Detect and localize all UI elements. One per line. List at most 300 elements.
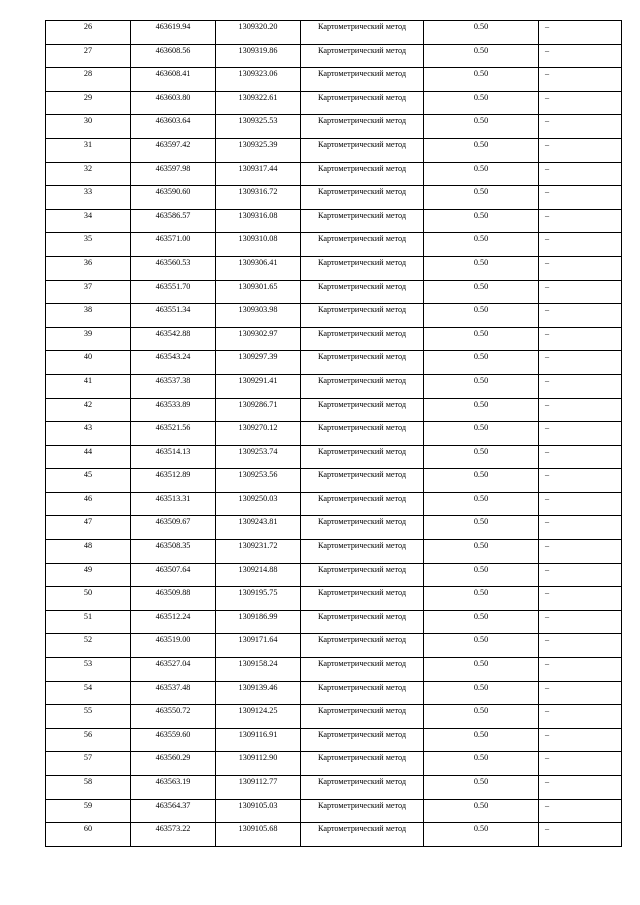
y-coordinate-text: 1309195.75 — [238, 588, 278, 598]
point-number-cell — [46, 563, 131, 587]
method-text: Картометрический метод — [317, 210, 407, 220]
point-number-text: 36 — [83, 257, 93, 267]
x-coordinate-cell — [131, 422, 216, 446]
accuracy-text: 0.50 — [473, 375, 489, 385]
note-text: – — [545, 22, 550, 31]
method-cell — [301, 398, 424, 422]
note-text: – — [545, 682, 550, 692]
table-row — [46, 162, 622, 186]
point-number-cell — [46, 587, 131, 611]
x-coordinate-cell — [131, 115, 216, 139]
note-text: – — [545, 777, 550, 786]
accuracy-cell — [424, 304, 539, 328]
point-number-text: 50 — [83, 588, 93, 598]
point-number-cell — [46, 115, 131, 139]
note-cell — [539, 91, 622, 115]
note-cell — [539, 115, 622, 139]
y-coordinate-cell — [216, 138, 301, 162]
point-number-text: 51 — [83, 611, 93, 621]
method-cell — [301, 138, 424, 162]
method-cell — [301, 91, 424, 115]
table-row — [46, 280, 622, 304]
note-text: – — [545, 753, 550, 763]
method-cell — [301, 445, 424, 469]
note-text: – — [545, 163, 550, 173]
table-row — [46, 256, 622, 280]
table-row — [46, 776, 622, 800]
x-coordinate-text: 463603.80 — [155, 92, 191, 102]
y-coordinate-text: 1309297.39 — [238, 352, 278, 362]
method-cell — [301, 492, 424, 516]
x-coordinate-cell — [131, 138, 216, 162]
point-number-text: 47 — [83, 517, 93, 527]
y-coordinate-text: 1309320.20 — [238, 22, 278, 31]
y-coordinate-text: 1309253.74 — [238, 446, 278, 456]
accuracy-cell — [424, 516, 539, 540]
method-text: Картометрический метод — [317, 328, 407, 338]
table-row — [46, 374, 622, 398]
y-coordinate-text: 1309105.03 — [238, 800, 278, 810]
point-number-text: 27 — [83, 45, 93, 55]
method-cell — [301, 469, 424, 493]
point-number-cell — [46, 351, 131, 375]
accuracy-cell — [424, 44, 539, 68]
note-text: – — [545, 800, 550, 810]
note-text: – — [545, 257, 550, 267]
point-number-cell — [46, 681, 131, 705]
accuracy-text: 0.50 — [473, 659, 489, 669]
y-coordinate-cell — [216, 374, 301, 398]
point-number-text: 26 — [83, 22, 93, 31]
accuracy-cell — [424, 728, 539, 752]
accuracy-text: 0.50 — [473, 22, 489, 31]
y-coordinate-cell — [216, 587, 301, 611]
y-coordinate-cell — [216, 469, 301, 493]
accuracy-text: 0.50 — [473, 163, 489, 173]
accuracy-cell — [424, 280, 539, 304]
accuracy-cell — [424, 823, 539, 847]
point-number-text: 57 — [83, 753, 93, 763]
accuracy-cell — [424, 209, 539, 233]
note-cell — [539, 21, 622, 45]
table-row — [46, 516, 622, 540]
method-cell — [301, 256, 424, 280]
x-coordinate-cell — [131, 634, 216, 658]
x-coordinate-text: 463543.24 — [155, 352, 191, 362]
table-row — [46, 398, 622, 422]
table-row — [46, 681, 622, 705]
point-number-text: 44 — [83, 446, 93, 456]
method-cell — [301, 186, 424, 210]
point-number-text: 34 — [83, 210, 93, 220]
point-number-text: 40 — [83, 352, 93, 362]
method-text: Картометрический метод — [317, 375, 407, 385]
note-cell — [539, 823, 622, 847]
method-text: Картометрический метод — [317, 729, 407, 739]
x-coordinate-text: 463509.88 — [155, 588, 191, 598]
note-text: – — [545, 187, 550, 197]
method-cell — [301, 799, 424, 823]
x-coordinate-text: 463507.64 — [155, 564, 191, 574]
note-cell — [539, 681, 622, 705]
y-coordinate-cell — [216, 21, 301, 45]
x-coordinate-text: 463563.19 — [155, 777, 191, 786]
accuracy-text: 0.50 — [473, 753, 489, 763]
method-cell — [301, 280, 424, 304]
accuracy-text: 0.50 — [473, 328, 489, 338]
note-text: – — [545, 588, 550, 598]
y-coordinate-text: 1309310.08 — [238, 234, 278, 244]
note-cell — [539, 752, 622, 776]
x-coordinate-text: 463551.34 — [155, 305, 191, 315]
point-number-cell — [46, 776, 131, 800]
accuracy-text: 0.50 — [473, 69, 489, 79]
y-coordinate-text: 1309105.68 — [238, 824, 278, 834]
x-coordinate-cell — [131, 681, 216, 705]
accuracy-cell — [424, 91, 539, 115]
point-number-text: 60 — [83, 824, 93, 834]
point-number-cell — [46, 44, 131, 68]
x-coordinate-cell — [131, 610, 216, 634]
y-coordinate-cell — [216, 681, 301, 705]
note-cell — [539, 233, 622, 257]
accuracy-text: 0.50 — [473, 352, 489, 362]
table-row — [46, 21, 622, 45]
accuracy-cell — [424, 374, 539, 398]
note-cell — [539, 728, 622, 752]
y-coordinate-text: 1309116.91 — [238, 729, 278, 739]
point-number-text: 46 — [83, 493, 93, 503]
table-row — [46, 233, 622, 257]
method-text: Картометрический метод — [317, 470, 407, 480]
coordinates-table — [45, 20, 622, 847]
method-text: Картометрический метод — [317, 116, 407, 126]
table-row — [46, 91, 622, 115]
y-coordinate-cell — [216, 776, 301, 800]
note-cell — [539, 186, 622, 210]
x-coordinate-cell — [131, 256, 216, 280]
x-coordinate-text: 463509.67 — [155, 517, 191, 527]
y-coordinate-text: 1309124.25 — [238, 706, 278, 716]
x-coordinate-cell — [131, 776, 216, 800]
note-cell — [539, 68, 622, 92]
note-cell — [539, 256, 622, 280]
x-coordinate-text: 463512.89 — [155, 470, 191, 480]
note-cell — [539, 398, 622, 422]
note-text: – — [545, 92, 550, 102]
note-cell — [539, 469, 622, 493]
x-coordinate-cell — [131, 209, 216, 233]
method-text: Картометрический метод — [317, 517, 407, 527]
accuracy-cell — [424, 138, 539, 162]
method-text: Картометрический метод — [317, 423, 407, 433]
x-coordinate-cell — [131, 91, 216, 115]
y-coordinate-text: 1309139.46 — [238, 682, 278, 692]
y-coordinate-cell — [216, 186, 301, 210]
point-number-text: 55 — [83, 706, 93, 716]
note-cell — [539, 162, 622, 186]
y-coordinate-cell — [216, 799, 301, 823]
note-cell — [539, 209, 622, 233]
document-page — [45, 20, 609, 847]
y-coordinate-cell — [216, 658, 301, 682]
table-row — [46, 445, 622, 469]
accuracy-text: 0.50 — [473, 611, 489, 621]
note-cell — [539, 351, 622, 375]
y-coordinate-text: 1309112.77 — [238, 777, 278, 786]
x-coordinate-cell — [131, 752, 216, 776]
point-number-text: 29 — [83, 92, 93, 102]
accuracy-text: 0.50 — [473, 281, 489, 291]
note-text: – — [545, 45, 550, 55]
point-number-text: 43 — [83, 423, 93, 433]
accuracy-cell — [424, 327, 539, 351]
accuracy-text: 0.50 — [473, 446, 489, 456]
method-cell — [301, 658, 424, 682]
x-coordinate-cell — [131, 233, 216, 257]
method-text: Картометрический метод — [317, 257, 407, 267]
y-coordinate-cell — [216, 44, 301, 68]
accuracy-text: 0.50 — [473, 800, 489, 810]
method-text: Картометрический метод — [317, 682, 407, 692]
note-text: – — [545, 116, 550, 126]
x-coordinate-cell — [131, 44, 216, 68]
point-number-cell — [46, 21, 131, 45]
point-number-cell — [46, 209, 131, 233]
y-coordinate-cell — [216, 728, 301, 752]
y-coordinate-text: 1309250.03 — [238, 493, 278, 503]
y-coordinate-text: 1309319.86 — [238, 45, 278, 55]
accuracy-cell — [424, 233, 539, 257]
x-coordinate-text: 463608.41 — [155, 69, 191, 79]
table-row — [46, 209, 622, 233]
note-cell — [539, 445, 622, 469]
point-number-cell — [46, 91, 131, 115]
x-coordinate-text: 463550.72 — [155, 706, 191, 716]
method-cell — [301, 516, 424, 540]
method-cell — [301, 634, 424, 658]
x-coordinate-cell — [131, 563, 216, 587]
x-coordinate-text: 463513.31 — [155, 493, 191, 503]
table-row — [46, 492, 622, 516]
method-cell — [301, 823, 424, 847]
x-coordinate-cell — [131, 68, 216, 92]
accuracy-cell — [424, 445, 539, 469]
table-row — [46, 327, 622, 351]
table-row — [46, 563, 622, 587]
x-coordinate-cell — [131, 492, 216, 516]
method-text: Картометрический метод — [317, 777, 407, 786]
point-number-text: 42 — [83, 399, 93, 409]
y-coordinate-cell — [216, 304, 301, 328]
x-coordinate-text: 463533.89 — [155, 399, 191, 409]
accuracy-text: 0.50 — [473, 706, 489, 716]
note-cell — [539, 44, 622, 68]
note-text: – — [545, 69, 550, 79]
table-row — [46, 610, 622, 634]
x-coordinate-text: 463564.37 — [155, 800, 191, 810]
x-coordinate-cell — [131, 445, 216, 469]
y-coordinate-cell — [216, 327, 301, 351]
table-row — [46, 304, 622, 328]
x-coordinate-cell — [131, 304, 216, 328]
x-coordinate-text: 463590.60 — [155, 187, 191, 197]
accuracy-text: 0.50 — [473, 493, 489, 503]
note-text: – — [545, 281, 550, 291]
point-number-cell — [46, 658, 131, 682]
point-number-cell — [46, 422, 131, 446]
point-number-cell — [46, 304, 131, 328]
method-text: Картометрический метод — [317, 187, 407, 197]
note-text: – — [545, 139, 550, 149]
y-coordinate-text: 1309316.08 — [238, 210, 278, 220]
table-row — [46, 752, 622, 776]
x-coordinate-text: 463608.56 — [155, 45, 191, 55]
point-number-text: 28 — [83, 69, 93, 79]
y-coordinate-cell — [216, 752, 301, 776]
accuracy-cell — [424, 799, 539, 823]
accuracy-text: 0.50 — [473, 517, 489, 527]
note-text: – — [545, 659, 550, 669]
x-coordinate-text: 463573.22 — [155, 824, 191, 834]
point-number-cell — [46, 186, 131, 210]
point-number-cell — [46, 492, 131, 516]
x-coordinate-cell — [131, 186, 216, 210]
point-number-text: 48 — [83, 541, 93, 551]
table-row — [46, 658, 622, 682]
method-cell — [301, 304, 424, 328]
note-text: – — [545, 423, 550, 433]
note-cell — [539, 280, 622, 304]
method-text: Картометрический метод — [317, 399, 407, 409]
accuracy-text: 0.50 — [473, 777, 489, 786]
point-number-cell — [46, 728, 131, 752]
method-text: Картометрический метод — [317, 446, 407, 456]
x-coordinate-cell — [131, 327, 216, 351]
x-coordinate-text: 463537.38 — [155, 375, 191, 385]
x-coordinate-text: 463527.04 — [155, 659, 191, 669]
accuracy-text: 0.50 — [473, 682, 489, 692]
point-number-text: 53 — [83, 659, 93, 669]
point-number-cell — [46, 256, 131, 280]
accuracy-text: 0.50 — [473, 305, 489, 315]
table-row — [46, 422, 622, 446]
y-coordinate-cell — [216, 162, 301, 186]
y-coordinate-text: 1309112.90 — [238, 753, 278, 763]
y-coordinate-cell — [216, 115, 301, 139]
note-cell — [539, 658, 622, 682]
y-coordinate-text: 1309306.41 — [238, 257, 278, 267]
point-number-cell — [46, 516, 131, 540]
accuracy-text: 0.50 — [473, 588, 489, 598]
note-text: – — [545, 305, 550, 315]
method-text: Картометрический метод — [317, 92, 407, 102]
note-text: – — [545, 729, 550, 739]
y-coordinate-text: 1309322.61 — [238, 92, 278, 102]
method-text: Картометрический метод — [317, 753, 407, 763]
table-row — [46, 44, 622, 68]
x-coordinate-cell — [131, 469, 216, 493]
point-number-cell — [46, 327, 131, 351]
note-text: – — [545, 564, 550, 574]
accuracy-cell — [424, 256, 539, 280]
y-coordinate-text: 1309316.72 — [238, 187, 278, 197]
x-coordinate-cell — [131, 658, 216, 682]
method-text: Картометрический метод — [317, 659, 407, 669]
accuracy-text: 0.50 — [473, 139, 489, 149]
x-coordinate-text: 463603.64 — [155, 116, 191, 126]
method-text: Картометрический метод — [317, 824, 407, 834]
note-cell — [539, 610, 622, 634]
coordinates-table-body — [46, 21, 622, 847]
point-number-text: 54 — [83, 682, 93, 692]
y-coordinate-text: 1309243.81 — [238, 517, 278, 527]
y-coordinate-cell — [216, 563, 301, 587]
method-cell — [301, 587, 424, 611]
accuracy-text: 0.50 — [473, 824, 489, 834]
method-text: Картометрический метод — [317, 706, 407, 716]
point-number-text: 33 — [83, 187, 93, 197]
accuracy-cell — [424, 492, 539, 516]
method-text: Картометрический метод — [317, 800, 407, 810]
note-text: – — [545, 517, 550, 527]
point-number-cell — [46, 823, 131, 847]
accuracy-cell — [424, 587, 539, 611]
accuracy-cell — [424, 422, 539, 446]
point-number-text: 35 — [83, 234, 93, 244]
note-cell — [539, 705, 622, 729]
y-coordinate-text: 1309317.44 — [238, 163, 278, 173]
accuracy-cell — [424, 563, 539, 587]
y-coordinate-cell — [216, 705, 301, 729]
point-number-cell — [46, 799, 131, 823]
table-row — [46, 186, 622, 210]
accuracy-cell — [424, 351, 539, 375]
accuracy-text: 0.50 — [473, 729, 489, 739]
y-coordinate-cell — [216, 445, 301, 469]
y-coordinate-text: 1309186.99 — [238, 611, 278, 621]
x-coordinate-text: 463519.00 — [155, 635, 191, 645]
method-cell — [301, 563, 424, 587]
table-row — [46, 115, 622, 139]
note-cell — [539, 540, 622, 564]
x-coordinate-text: 463560.53 — [155, 257, 191, 267]
point-number-cell — [46, 280, 131, 304]
note-text: – — [545, 446, 550, 456]
point-number-text: 58 — [83, 777, 93, 786]
x-coordinate-cell — [131, 799, 216, 823]
x-coordinate-cell — [131, 540, 216, 564]
note-cell — [539, 634, 622, 658]
x-coordinate-cell — [131, 280, 216, 304]
y-coordinate-cell — [216, 209, 301, 233]
point-number-cell — [46, 233, 131, 257]
y-coordinate-text: 1309323.06 — [238, 69, 278, 79]
point-number-text: 38 — [83, 305, 93, 315]
note-cell — [539, 799, 622, 823]
method-cell — [301, 705, 424, 729]
accuracy-cell — [424, 658, 539, 682]
point-number-text: 45 — [83, 470, 93, 480]
accuracy-cell — [424, 540, 539, 564]
y-coordinate-text: 1309302.97 — [238, 328, 278, 338]
accuracy-cell — [424, 776, 539, 800]
point-number-cell — [46, 138, 131, 162]
x-coordinate-text: 463560.29 — [155, 753, 191, 763]
point-number-cell — [46, 705, 131, 729]
point-number-cell — [46, 445, 131, 469]
point-number-text: 49 — [83, 564, 93, 574]
